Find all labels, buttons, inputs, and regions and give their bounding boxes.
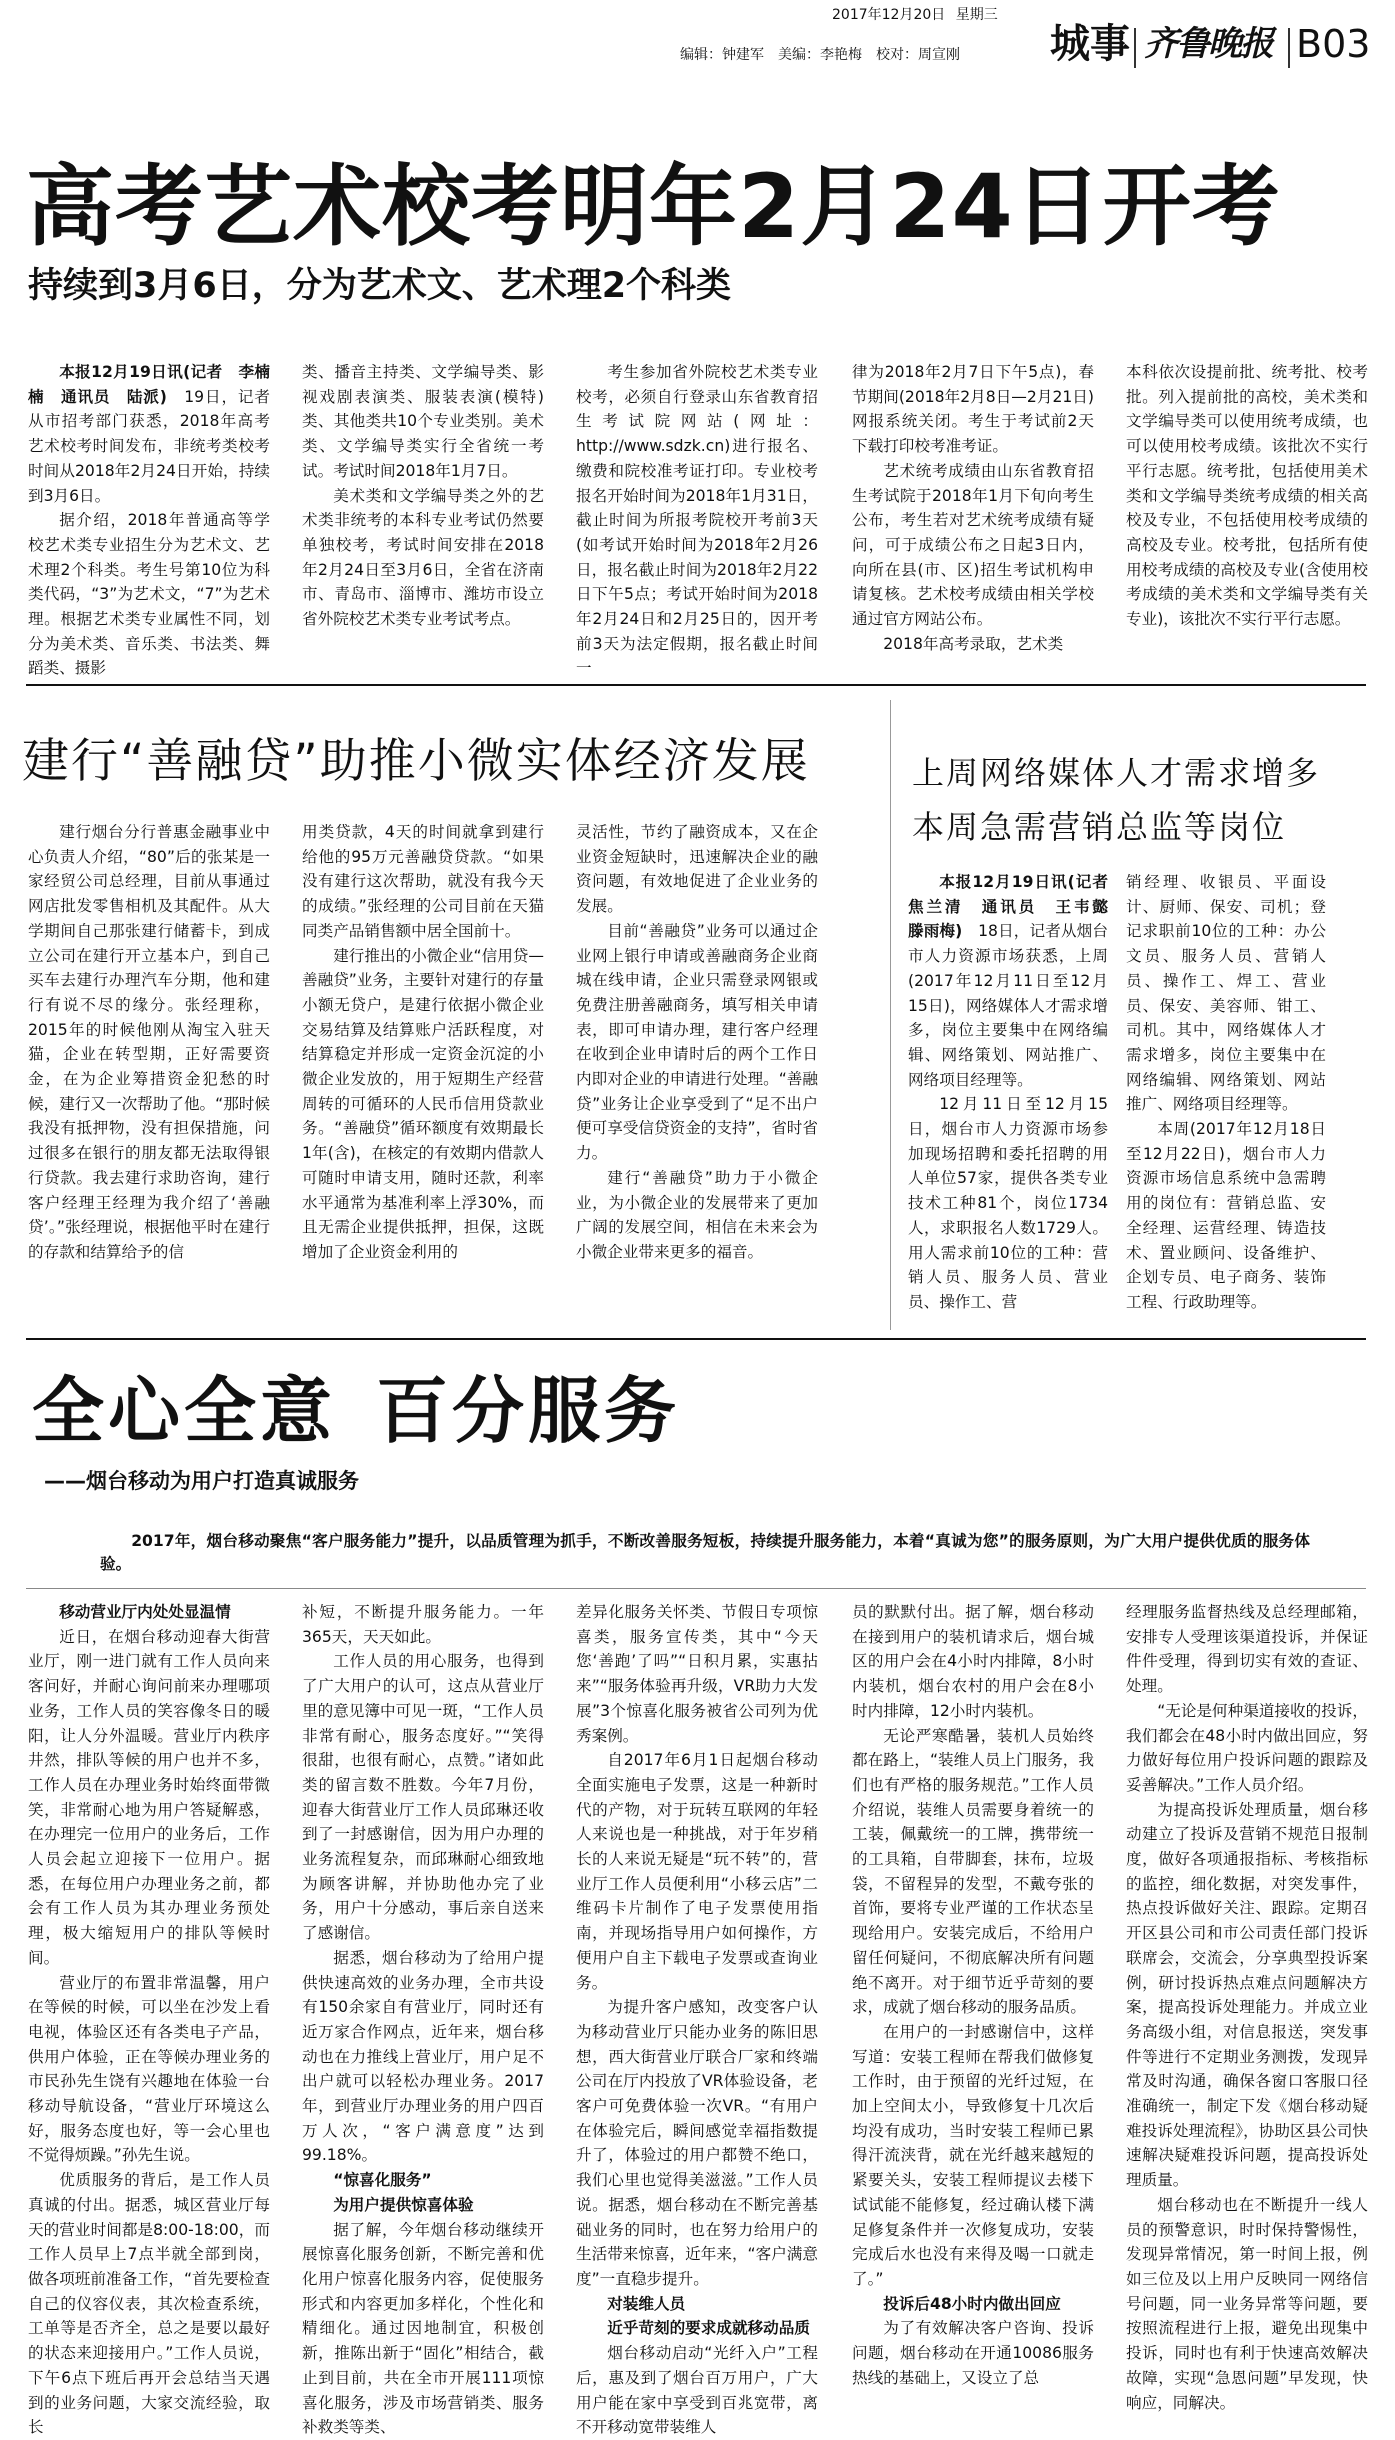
paragraph xyxy=(576,2341,818,2440)
ccb-headline: 建行“善融贷”助推小微实体经济发展 xyxy=(22,734,810,789)
paragraph-text: 建行烟台分行普惠金融事业中心负责人介绍，“80”后的张某是一家经贸公司总经理，目前从事通过网店批发零售相机及其配件。从大学期间自己那张建行储蓄卡，到成立公司在建行开立基本户，到自己买车去建行办理汽车分期，他和建行有说不尽的缘分。张经理称，2015年的时候他刚从淘宝入驻天猫，企业在转型期，正好需要资金，在为企业筹措资金犯愁的时候，建行又一次帮助了他。“那时候我没有抵押物，没有担保措施，问过很多在银行的朋友都无法取得银行贷款。我去建行求助咨询，建行客户经理王经理为我介绍了‘善融贷’。”张经理说，根据他平时在建行的存款和结算给予的信 xyxy=(28,823,270,1261)
section-subhead: 近乎苛刻的要求成就移动品质 xyxy=(607,2319,810,2338)
mobile-column xyxy=(852,1600,1094,2387)
paragraph xyxy=(852,1600,1094,1724)
paragraph xyxy=(28,1971,270,2169)
paragraph xyxy=(1126,1798,1368,2193)
jobs-column xyxy=(1126,870,1326,1325)
paragraph-text: 目前“善融贷”业务可以通过企业网上银行申请或善融商务企业商城在线申请，企业只需登录网银或免费注册善融商务，填写相关申请表，即可申请办理，建行客户经理在收到企业申请时后的两个工作日内即对企业的申请进行处理。“善融贷”业务让企业享受到了“足不出户便可享受信贷资金的支持”，省时省力。 xyxy=(576,921,818,1163)
paragraph xyxy=(576,919,818,1166)
section-subhead: 投诉后48小时内做出回应 xyxy=(883,2294,1061,2313)
divider-line xyxy=(26,1338,1366,1340)
paragraph-text: 律为2018年2月7日下午5点)，春节期间(2018年2月8日—2月21日)网报系统关闭。考生于考试前2天下载打印校考准考证。 xyxy=(852,363,1094,456)
paragraph-text: 建行推出的小微企业“信用贷—善融贷”业务，主要针对建行的存量小额无贷户，是建行依据小微企业交易结算及结算账户活跃程度，对结算稳定并形成一定资金沉淀的小微企业发放的，用于短期生产经营周转的可循环的人民币信用贷款业务。“善融贷”循环额度有效期最长1年(含)，在核定的有效期内借款人可随时申请支用，随时还款，利率水平通常为基准利率上浮30%，而且无需企业提供抵押，担保，这既增加了企业资金利用的 xyxy=(302,946,544,1261)
paragraph-text: 艺术统考成绩由山东省教育招生考试院于2018年1月下旬向考生公布，考生若对艺术统考成绩有疑问，可于成绩公布之日起3日内，向所在县(市、区)招生考试机构申请复核。艺术校考成绩由相关学校通过官方网站公布。 xyxy=(852,461,1094,629)
paragraph-text: 18日，记者从烟台市人力资源市场获悉，上周(2017年12月11日至12月15日)，网络媒体人才需求增多，岗位主要集中在网络编辑、网络策划、网站推广、网络项目经理等。 xyxy=(908,922,1108,1089)
paragraph-text: 为了有效解决客户咨询、投诉问题，烟台移动在开通10086服务热线的基础上，又设立了总 xyxy=(852,2319,1094,2387)
paragraph xyxy=(302,484,544,632)
ccb-column xyxy=(28,820,270,1322)
paragraph xyxy=(576,1600,818,1748)
paragraph-text: 建行“善融贷”助力于小微企业，为小微企业的发展带来了更加广阔的发展空间，相信在未来会为小微企业带来更多的福音。 xyxy=(576,1168,818,1261)
paragraph-text: 补短，不断提升服务能力。一年365天，天天如此。 xyxy=(302,1603,544,1646)
section-subhead: 对装维人员 xyxy=(607,2294,686,2313)
paragraph xyxy=(576,1748,818,1995)
section-subhead: 为用户提供惊喜体验 xyxy=(333,2195,474,2214)
masthead-editors: 编辑：钟建军 美编：李艳梅 校对：周宣刚 xyxy=(680,47,960,63)
masthead-date: 2017年12月20日 xyxy=(832,7,946,23)
jobs-headline-line1: 上周网络媒体人才需求增多 xyxy=(912,754,1321,792)
paragraph-text: 烟台移动启动“光纤入户”工程后，惠及到了烟台百万用户，广大用户能在家中享受到百兆宽带，离不开移动宽带装维人 xyxy=(576,2344,818,2437)
masthead-page-number: B03 xyxy=(1296,22,1371,66)
paragraph xyxy=(302,1600,544,1649)
ccb-column xyxy=(576,820,818,1322)
paragraph-text: 据悉，烟台移动为了给用户提供快速高效的业务办理，全市共设有150余家自有营业厅，同时还有近万家合作网点，近年来，烟台移动也在力推线上营业厅，用户足不出户就可以轻松办理业务。2017年，到营业厅办理业务的用户四百万人次，“客户满意度”达到99.18%。 xyxy=(302,1948,544,2165)
byline: 本报12月19日讯(记者 焦兰清 通讯员 王韦懿 滕雨梅) xyxy=(908,873,1124,941)
paragraph xyxy=(852,2316,1094,2390)
paragraph xyxy=(908,1092,1108,1314)
art-exam-column xyxy=(302,360,544,678)
art-exam-column xyxy=(576,360,818,678)
paragraph xyxy=(28,2168,270,2440)
paragraph xyxy=(576,820,818,919)
paragraph xyxy=(28,1625,270,1971)
intro-divider xyxy=(26,1588,1366,1589)
masthead-section: 城事 xyxy=(1050,21,1130,67)
jobs-headline-line2: 本周急需营销总监等岗位 xyxy=(912,808,1287,846)
art-exam-column xyxy=(28,360,270,678)
jobs-column xyxy=(908,870,1124,1325)
paragraph-text: 烟台移动也在不断提升一线人员的预警意识，时时保持警惕性，发现异常情况，第一时间上报，例如三位及以上用户反映同一网络信号问题，同一业务异常等问题，要按照流程进行上报，避免出现集中投诉，同时也有利于快速高效解决故障，实现“急恩问题”早发现，快响应，同解决。 xyxy=(1126,2195,1368,2412)
byline: 本报12月19日讯(记者 李楠楠 通讯员 陆派) xyxy=(28,363,270,406)
paragraph-text: 2018年高考录取，艺术类 xyxy=(883,634,1064,653)
paragraph xyxy=(302,1649,544,1945)
paragraph-text: 工作人员的用心服务，也得到了广大用户的认可，这点从营业厅里的意见簿中可见一斑，“工作人员非常有耐心，服务态度好。”“笑得很甜，也很有耐心，点赞。”诸如此类的留言数不胜数。今年7月份，迎春大街营业厅工作人员邱琳还收到了一封感谢信，因为用户办理的业务流程复杂，而邱琳耐心细致地为顾客讲解，并协助他办完了业务，用户十分感动，事后亲自送来了感谢信。 xyxy=(302,1652,544,1943)
paragraph-text: 销经理、收银员、平面设计、厨师、保安、司机；登记求职前10位的工种：办公文员、服务人员、营销人员、操作工、焊工、营业员、保安、美容师、钳工、司机。其中，网络媒体人才需求增多，岗位主要集中在网络编辑、网络策划、网站推广、网络项目经理等。 xyxy=(1126,873,1326,1114)
masthead-paper-logo: 齐鲁晚报 xyxy=(1144,24,1272,64)
paragraph xyxy=(28,820,270,1265)
paragraph-text: 差异化服务关怀类、节假日专项惊喜类，服务宣传类，其中“今天您‘善跑’了吗”“日积月累，实惠拈来”“服务体验再升级，VR助力大发展”3个惊喜化服务被省公司列为优秀案例。 xyxy=(576,1603,818,1745)
mobile-headline xyxy=(32,1368,680,1454)
mobile-headline-part1: 全心全意 xyxy=(32,1369,337,1453)
paragraph-text: 用类贷款，4天的时间就拿到建行给他的95万元善融贷贷款。“如果没有建行这次帮助，就没有我今天的成绩。”张经理的公司目前在天猫同类产品销售额中居全国前十。 xyxy=(302,823,544,940)
paragraph xyxy=(852,632,1094,657)
paragraph xyxy=(852,1724,1094,2020)
masthead-divider xyxy=(1134,28,1136,68)
paragraph xyxy=(302,1946,544,2168)
section-subhead: “惊喜化服务” xyxy=(333,2171,432,2190)
paragraph-text: 经理服务监督热线及总经理邮箱，安排专人受理该渠道投诉，并保证件件受理，得到切实有效的查证、处理。 xyxy=(1126,1603,1368,1696)
paragraph xyxy=(1126,870,1326,1117)
art-exam-column xyxy=(852,360,1094,678)
masthead-weekday: 星期三 xyxy=(955,7,998,23)
paragraph xyxy=(852,459,1094,632)
paragraph-text: 为提高投诉处理质量，烟台移动建立了投诉及营销不规范日报制度，做好各项通报指标、考核指标的监控，细化数据，对突发事件，热点投诉做好关注、跟踪。定期召开区县公司和市公司责任部门投诉联席会，交流会，分享典型投诉案例，研讨投诉热点难点问题解决方案，提高投诉处理能力。并成立业务高级小组，对信息报送，突发事件等进行不定期业务测拨，发现异常及时沟通，确保各窗口客服口径准确统一，制定下发《烟台移动疑难投诉处理流程》，协助区县公司快速解决疑难投诉问题，提高投诉处理质量。 xyxy=(1126,1800,1368,2190)
paragraph xyxy=(852,360,1094,459)
paragraph-text: 19日，记者从市招考部门获悉，2018年高考艺术校考时间发布，非统考类校考时间从2018年2月24日开始，持续到3月6日。 xyxy=(28,387,270,505)
paragraph xyxy=(302,820,544,944)
paragraph-text: 本周(2017年12月18日至12月22日)，烟台市人力资源市场信息系统中急需聘用的岗位有：营销总监、安全经理、运营经理、铸造技术、置业顾问、设备维护、企划专员、电子商务、装饰工程、行政助理等。 xyxy=(1126,1120,1326,1311)
paragraph-text: 12月11日至12月15日，烟台市人力资源市场参加现场招聘和委托招聘的用人单位57家，提供各类专业技术工种81个，岗位1734人，求职报名人数1729人。用人需求前10位的工种：营销人员、服务人员、营业员、操作工、营 xyxy=(908,1095,1108,1311)
masthead-divider-2 xyxy=(1288,28,1290,68)
paragraph xyxy=(576,360,818,681)
mobile-column xyxy=(1126,1600,1368,2412)
paragraph xyxy=(1126,1600,1368,1699)
paragraph-text: “无论是何种渠道接收的投诉，我们都会在48小时内做出回应，努力做好每位用户投诉问题的跟踪及妥善解决。”工作人员介绍。 xyxy=(1126,1701,1368,1794)
paragraph-text: 类、播音主持类、文学编导类、影视戏剧表演类、服装表演(模特)类、其他类共10个专业类别。美术类、文学编导类实行全省统一考试。考试时间2018年1月7日。 xyxy=(302,363,544,480)
paragraph xyxy=(1126,1699,1368,1798)
paragraph-text: 员的默默付出。据了解，烟台移动在接到用户的装机请求后，烟台城区的用户会在4小时内排障，8小时内装机，烟台农村的用户会在8小时内排障，12小时内装机。 xyxy=(852,1603,1094,1720)
paragraph-text: 据了解，今年烟台移动继续开展惊喜化服务创新，不断完善和优化用户惊喜化服务内容，促使服务形式和内容更加多样化，个性化和精细化。通过因地制宜，积极创新，推陈出新于“固化”相结合，截止到目前，共在全市开展111项惊喜化服务，涉及市场营销类、服务补救类等类、 xyxy=(302,2220,544,2437)
paragraph xyxy=(1126,2193,1368,2415)
mobile-headline-part2: 百分服务 xyxy=(376,1369,681,1453)
paragraph-text: 本科依次设提前批、统考批、校考批。列入提前批的高校，美术类和文学编导类可以使用统考成绩，也可以使用校考成绩。该批次不实行平行志愿。统考批，包括使用美术类和文学编导类统考成绩的相关高校及专业，不包括使用校考成绩的高校及专业。校考批，包括所有使用校考成绩的高校及专业(含使用校考成绩的美术类和文学编导类有关专业)，该批次不实行平行志愿。 xyxy=(1126,363,1368,629)
art-exam-column xyxy=(1126,360,1368,678)
art-exam-headline: 高考艺术校考明年2月24日开考 xyxy=(26,155,1281,258)
paragraph xyxy=(576,1995,818,2291)
paragraph-text: 优质服务的背后，是工作人员真诚的付出。据悉，城区营业厅每天的营业时间都是8:00-18:00，而工作人员早上7点半就全部到岗，做各项班前准备工作，“首先要检查自己的仪容仪表，其次检查系统，工单等是否齐全，总之是要以最好的状态来迎接用户。”工作人员说，下午6点下班后再开会总结当天遇到的业务问题，大家交流经验，取长 xyxy=(28,2171,270,2437)
paragraph-text: 近日，在烟台移动迎春大街营业厅，刚一进门就有工作人员向来客问好，并耐心询问前来办理哪项业务，工作人员的笑容像冬日的暖阳，让人分外温暖。营业厅内秩序井然，排队等候的用户也并不多，工作人员在办理业务时始终面带微笑，非常耐心地为用户答疑解惑，在办理完一位用户的业务后，工作人员会起立迎接下一位用户。据悉，在每位用户办理业务之前，都会有工作人员为其办理业务预处理，极大缩短用户的排队等候时间。 xyxy=(28,1627,270,1967)
paragraph xyxy=(908,870,1124,1092)
paragraph xyxy=(302,944,544,1265)
paragraph xyxy=(302,360,544,484)
paragraph-text: 灵活性，节约了融资成本，又在企业资金短缺时，迅速解决企业的融资问题，有效地促进了企业业务的发展。 xyxy=(576,823,818,916)
paragraph xyxy=(28,360,270,508)
masthead-date-line xyxy=(832,6,1042,24)
paragraph xyxy=(852,2020,1094,2292)
paragraph xyxy=(576,1166,818,1265)
paragraph-text: 在用户的一封感谢信中，这样写道：安装工程师在帮我们做修复工作时，由于预留的光纤过短，在加上空间太小，导致修复十几次后均没有成功，当时安装工程师已累得汗流浃背，就在光纤越来越短的紧要关头，安装工程师提议去楼下试试能不能修复，经过确认楼下满足修复条件并一次修复成功，安装完成后水也没有来得及喝一口就走了。” xyxy=(852,2022,1094,2288)
paragraph-text: 为提升客户感知，改变客户认为移动营业厅只能办业务的陈旧思想，西大街营业厅联合厂家和终端公司在厅内投放了VR体验设备，老客户可免费体验一次VR。“有用户在体验完后，瞬间感觉幸福指数提升了，体验过的用户都赞不绝口，我们心里也觉得美滋滋。”工作人员说。据悉，烟台移动在不断完善基础业务的同时，也在努力给用户的生活带来惊喜，近年来，“客户满意度”一直稳步提升。 xyxy=(576,1998,818,2288)
paragraph-text: 营业厅的布置非常温馨，用户在等候的时候，可以坐在沙发上看电视，体验区还有各类电子产品，供用户体验，正在等候办理业务的市民孙先生饶有兴趣地在体验一台移动导航设备，“营业厅环境这么好，服务态度也好，等一会心里也不觉得烦躁。”孙先生说。 xyxy=(28,1973,270,2165)
paragraph-text: 无论严寒酷暑，装机人员始终都在路上，“装维人员上门服务，我们也有严格的服务规范。”工作人员介绍说，装维人员需要身着统一的工装，佩戴统一的工牌，携带统一的工具箱，自带脚套，抹布，垃圾袋，不留程异的发型，不戴夸张的首饰，要将专业严谨的工作状态呈现给用户。安装完成后，不给用户留任何疑问，不彻底解决所有问题绝不离开。对于细节近乎苛刻的要求，成就了烟台移动的服务品质。 xyxy=(852,1726,1094,2017)
paragraph xyxy=(1126,360,1368,632)
paragraph xyxy=(1126,1117,1326,1315)
mobile-column xyxy=(576,1600,818,2437)
paragraph xyxy=(302,2218,544,2440)
paragraph-text: 自2017年6月1日起烟台移动全面实施电子发票，这是一种新时代的产物，对于玩转互联网的年轻人来说也是一种挑战，对于年岁稍长的人来说无疑是“玩不转”的，营业厅工作人员便利用“小移云店”二维码卡片制作了电子发票使用指南，并现场指导用户如何操作，方便用户自主下载电子发票或查询业务。 xyxy=(576,1751,818,1992)
paragraph-text: 美术类和文学编导类之外的艺术类非统考的本科专业考试仍然要单独校考，考试时间安排在2018年2月24日至3月6日，全省在济南市、青岛市、淄博市、潍坊市设立省外院校艺术类专业考试考点。 xyxy=(302,486,544,629)
mobile-column xyxy=(28,1600,270,2437)
mobile-subhead: ——烟台移动为用户打造真诚服务 xyxy=(44,1469,359,1493)
paragraph-text: 据介绍，2018年普通高等学校艺术类专业招生分为艺术文、艺术理2个科类。考生号第10位为科类代码，“3”为艺术文，“7”为艺术理。根据艺术类专业属性不同，划分为美术类、音乐类、书法类、舞蹈类、摄影 xyxy=(28,511,270,678)
divider-line xyxy=(26,684,1366,686)
art-exam-subhead: 持续到3月6日，分为艺术文、艺术理2个科类 xyxy=(28,266,732,306)
paragraph-text: 考生参加省外院校艺术类专业校考，必须自行登录山东省教育招生考试院网站(网址：http://www.sdzk.cn)进行报名、缴费和院校准考证打印。专业校考报名开始时间为2018年1月31日，截止时间为所报考院校开考前3天(如考试开始时间为2018年2月26日，报名截止时间为2018年2月22日下午5点；考试开始时间为2018年2月24日和2月25日的，因开考前3天为法定假期，报名截止时间一 xyxy=(576,363,818,678)
mobile-intro: 2017年，烟台移动聚焦“客户服务能力”提升，以品质管理为抓手，不断改善服务短板，持续提升服务能力，本着“真诚为您”的服务原则，为广大用户提供优质的服务体验。 xyxy=(100,1532,1310,1573)
column-divider xyxy=(890,700,891,1330)
mobile-column xyxy=(302,1600,544,2437)
paragraph xyxy=(28,508,270,681)
section-subhead: 移动营业厅内处处显温情 xyxy=(59,1603,231,1621)
ccb-column xyxy=(302,820,544,1322)
